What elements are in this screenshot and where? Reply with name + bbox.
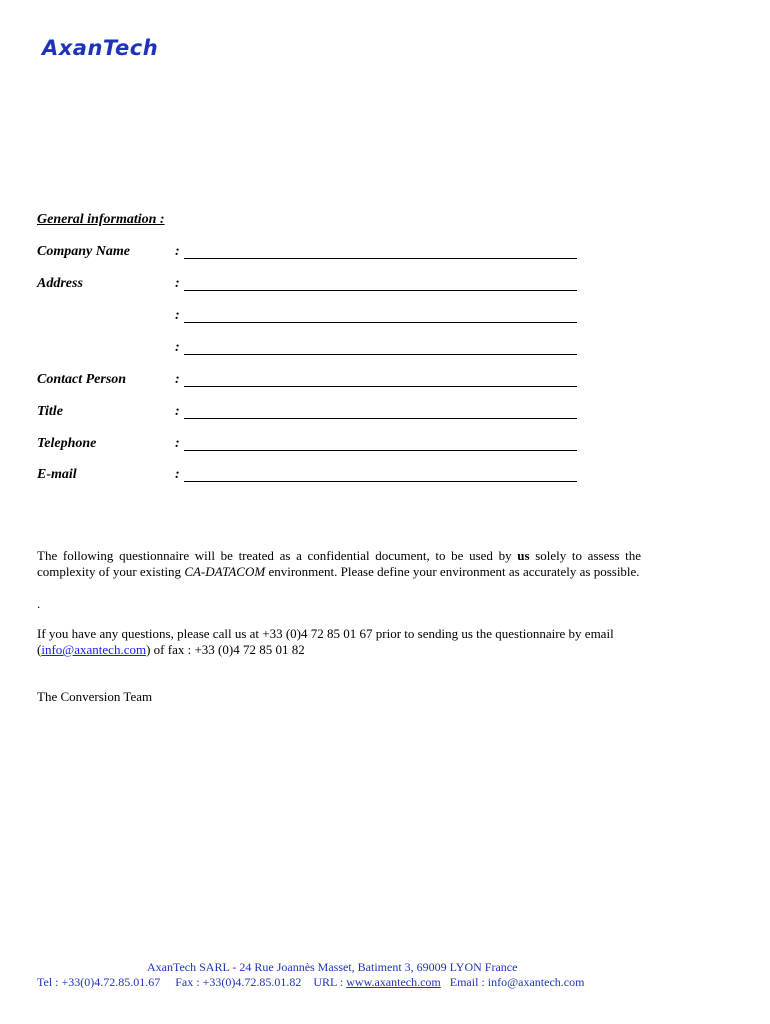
address-line-1-field[interactable]	[184, 290, 577, 291]
intro-paragraph	[37, 548, 641, 580]
intro-italic-product: CA-DATACOM	[184, 564, 266, 579]
field-colon: :	[175, 276, 180, 291]
form-row-address-2	[37, 308, 582, 328]
field-colon: :	[175, 340, 180, 355]
field-colon: :	[175, 404, 180, 419]
field-colon: :	[175, 467, 180, 482]
field-label: Company Name	[37, 244, 130, 259]
contact-text-2: ) of fax : +33 (0)4 72 85 01 82	[146, 642, 305, 657]
intro-bold-us: us	[517, 548, 530, 563]
field-colon: :	[175, 372, 180, 387]
telephone-field[interactable]	[184, 450, 577, 451]
company-name-field[interactable]	[184, 258, 577, 259]
footer-url-label: URL :	[313, 975, 344, 989]
form-row-address-3	[37, 340, 582, 360]
form-row-contact-person	[37, 372, 582, 392]
contact-person-field[interactable]	[184, 386, 577, 387]
field-colon: :	[175, 308, 180, 323]
form-row-telephone	[37, 436, 582, 456]
form-row-company-name	[37, 244, 582, 264]
intro-text-1: The following questionnaire will be treated as a confidential document, to be used by	[37, 548, 518, 563]
footer-email: Email : info@axantech.com	[449, 975, 585, 989]
footer-url-link[interactable]: www.axantech.com	[346, 975, 441, 989]
field-label: Telephone	[37, 436, 97, 451]
footer-contacts	[37, 975, 584, 990]
form-row-title	[37, 404, 582, 424]
signature: The Conversion Team	[37, 689, 153, 704]
field-label: Contact Person	[37, 372, 127, 387]
company-logo: AxanTech	[42, 36, 159, 60]
field-label: Address	[37, 276, 83, 291]
email-link[interactable]: info@axantech.com	[41, 642, 147, 657]
address-line-3-field[interactable]	[184, 354, 577, 355]
intro-dot: .	[37, 596, 41, 611]
field-label: E-mail	[37, 467, 77, 482]
field-label: Title	[37, 404, 63, 419]
contact-paragraph	[37, 626, 641, 658]
address-line-2-field[interactable]	[184, 322, 577, 323]
footer-address: AxanTech SARL - 24 Rue Joannès Masset, Batiment 3, 69009 LYON France	[147, 960, 518, 974]
intro-text-2: solely to assess the complexity of your existing	[37, 548, 641, 579]
form-row-email	[37, 467, 582, 487]
section-title: General information :	[37, 212, 165, 227]
field-colon: :	[175, 244, 180, 259]
footer-tel: Tel : +33(0)4.72.85.01.67	[37, 975, 161, 989]
field-colon: :	[175, 436, 180, 451]
email-field[interactable]	[184, 481, 577, 482]
contact-text-1: If you have any questions, please call us at +33 (0)4 72 85 01 67 prior to sending us the questionnaire by email (	[37, 626, 614, 657]
form-row-address	[37, 276, 582, 296]
title-field[interactable]	[184, 418, 577, 419]
intro-text-3: environment. Please define your environment as accurately as possible.	[265, 564, 640, 579]
footer-fax: Fax : +33(0)4.72.85.01.82	[175, 975, 302, 989]
